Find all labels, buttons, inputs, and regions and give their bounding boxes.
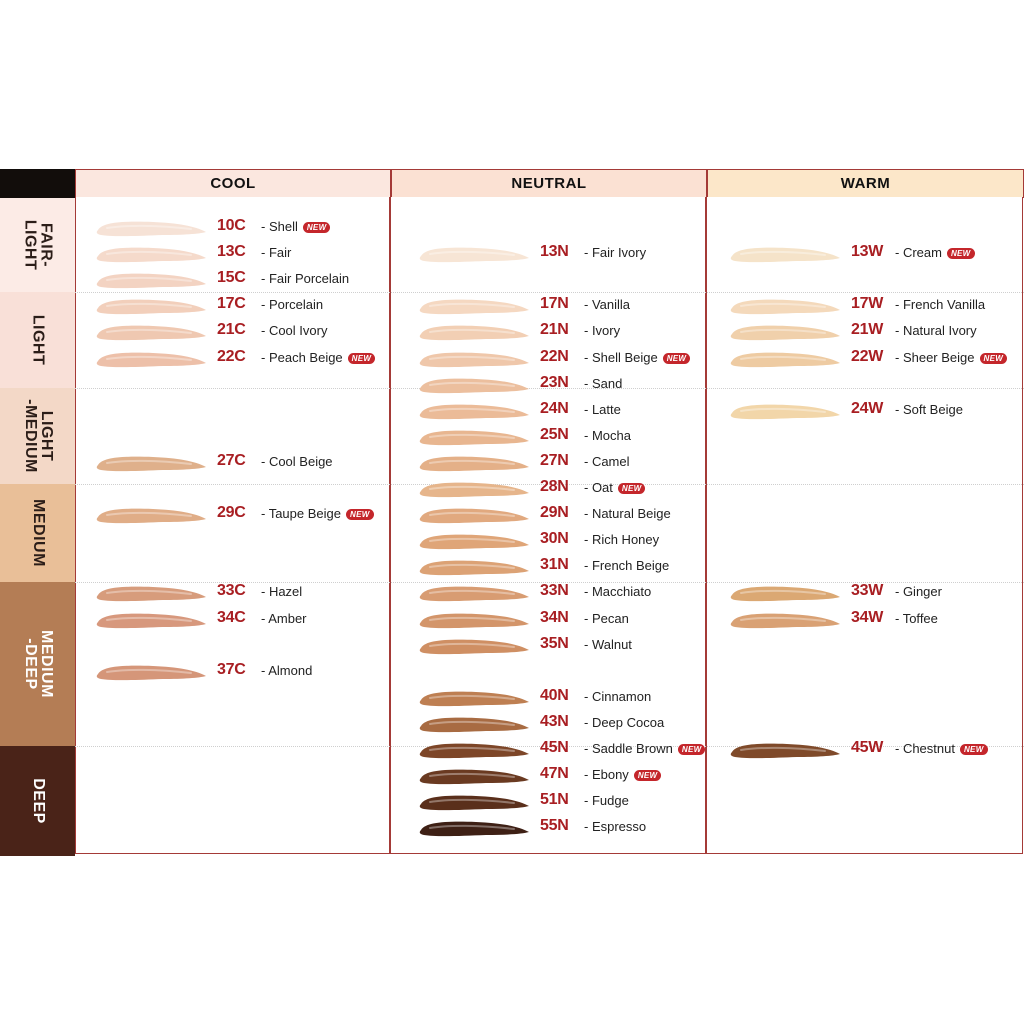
shade-entry	[418, 346, 708, 372]
shade-name	[895, 297, 985, 312]
new-badge: NEW	[303, 222, 331, 233]
shade-entry	[418, 293, 708, 319]
shade-swatch	[418, 815, 533, 841]
shade-name-text: - Ginger	[895, 584, 942, 600]
tier-label: MEDIUM	[29, 499, 47, 567]
shade-name-text: - Natural Beige	[584, 506, 671, 522]
shade-entry	[418, 763, 708, 789]
new-badge: NEW	[678, 744, 706, 755]
shade-swatch	[418, 293, 533, 319]
shade-name-text: - Cream	[895, 245, 942, 261]
tier-label: FAIR- LIGHT	[21, 219, 55, 271]
shade-code: 55N	[540, 817, 569, 835]
shade-entry	[418, 319, 708, 345]
shade-name	[895, 402, 963, 417]
shade-entry	[418, 633, 708, 659]
shade-swatch	[418, 763, 533, 789]
new-badge: NEW	[634, 770, 662, 781]
shade-code: 35N	[540, 634, 569, 652]
shade-code: 51N	[540, 791, 569, 809]
shade-swatch	[418, 789, 533, 815]
shade-code: 45W	[851, 739, 883, 756]
shade-name-text: - Saddle Brown	[584, 741, 673, 756]
shade-code: 33N	[540, 582, 569, 600]
shade-name	[895, 584, 942, 599]
tier-label: LIGHT	[29, 314, 47, 366]
new-badge: NEW	[663, 353, 691, 364]
shade-swatch	[418, 241, 533, 267]
shade-entry	[418, 476, 708, 502]
shade-code: 22N	[540, 347, 569, 365]
shade-swatch	[418, 476, 533, 502]
shade-name-text: - Fair Porcelain	[261, 271, 350, 287]
shade-swatch	[729, 346, 844, 372]
shade-name-text: - Camel	[584, 453, 630, 469]
shade-entry	[418, 398, 708, 424]
shade-entry	[729, 293, 1019, 319]
shade-code: 21C	[217, 321, 246, 339]
shade-name	[584, 741, 705, 756]
shade-code: 31N	[540, 556, 569, 574]
shade-code: 29N	[540, 504, 569, 522]
shade-entry	[95, 215, 385, 241]
shade-name-text: - Deep Cocoa	[584, 714, 665, 730]
shade-swatch	[729, 293, 844, 319]
shade-swatch	[418, 424, 533, 450]
shade-name	[584, 428, 631, 443]
shade-entry	[418, 685, 708, 711]
shade-chart	[0, 169, 1024, 857]
shade-swatch	[95, 580, 210, 606]
shade-name-text: - Shell	[261, 219, 298, 234]
shade-code: 34N	[540, 608, 569, 626]
shade-name	[261, 506, 374, 521]
shade-name-text: - Shell Beige	[584, 349, 658, 365]
shade-entry	[95, 502, 385, 528]
shade-name-text: - Sand	[584, 375, 623, 391]
shade-name-text: - Cinnamon	[584, 688, 652, 704]
shade-name	[584, 637, 632, 652]
shade-entry	[418, 372, 708, 398]
shade-name-text: - Espresso	[584, 819, 647, 835]
tier-medium-deep	[0, 582, 75, 746]
shade-swatch	[95, 215, 210, 241]
shade-name-text: - Latte	[584, 401, 621, 417]
shade-name-text: - Peach Beige	[261, 349, 343, 365]
shade-name	[261, 584, 302, 599]
shade-code: 22W	[851, 347, 883, 365]
shade-code: 24N	[540, 399, 569, 417]
column-header-neutral: NEUTRAL	[391, 169, 707, 198]
shade-code: 30N	[540, 530, 569, 548]
shade-name	[584, 297, 630, 312]
shade-code: 13W	[851, 243, 883, 261]
shade-entry	[95, 659, 385, 685]
shade-code: 15C	[217, 269, 246, 287]
shade-swatch	[95, 293, 210, 319]
shade-entry	[729, 346, 1019, 372]
shade-name-text: - Fudge	[584, 793, 629, 809]
shade-code: 40N	[540, 686, 569, 704]
shade-name	[584, 480, 645, 495]
shade-entry	[729, 607, 1019, 633]
shade-entry	[418, 607, 708, 633]
shade-swatch	[95, 241, 210, 267]
shade-entry	[418, 580, 708, 606]
shade-name	[584, 715, 664, 730]
shade-swatch	[729, 241, 844, 267]
shade-code: 28N	[540, 478, 569, 495]
column-header-warm: WARM	[707, 169, 1024, 198]
shade-name	[261, 271, 349, 286]
shade-entry	[729, 319, 1019, 345]
shade-name	[584, 689, 651, 704]
shade-swatch	[418, 372, 533, 398]
shade-entry	[95, 267, 385, 293]
shade-name	[261, 219, 330, 234]
shade-name	[584, 767, 661, 782]
shade-code: 47N	[540, 765, 569, 783]
shade-name-text: - Toffee	[895, 610, 938, 626]
shade-entry	[95, 607, 385, 633]
shade-name-text: - Oat	[584, 480, 613, 495]
shade-swatch	[95, 267, 210, 293]
shade-name	[895, 323, 977, 338]
new-badge: NEW	[346, 509, 374, 520]
tier-label: MEDIUM -DEEP	[21, 630, 55, 698]
shade-entry	[418, 815, 708, 841]
shade-code: 10C	[217, 217, 246, 234]
tier-light-medium	[0, 388, 75, 484]
shade-name	[261, 350, 375, 365]
shade-entry	[95, 241, 385, 267]
shade-name	[584, 532, 659, 547]
shade-code: 27N	[540, 451, 569, 469]
shade-name	[895, 350, 1007, 365]
shade-entry	[418, 424, 708, 450]
shade-swatch	[729, 398, 844, 424]
shade-code: 17N	[540, 295, 569, 313]
shade-name	[584, 793, 629, 808]
shade-code: 43N	[540, 712, 569, 730]
shade-entry	[418, 789, 708, 815]
shade-name	[261, 454, 333, 469]
shade-code: 25N	[540, 425, 569, 443]
shade-swatch	[729, 580, 844, 606]
tier-fair-light	[0, 198, 75, 292]
new-badge: NEW	[947, 248, 975, 259]
shade-swatch	[418, 398, 533, 424]
shade-name-text: - Almond	[261, 662, 313, 678]
shade-name-text: - Ebony	[584, 767, 629, 783]
shade-name-text: - Soft Beige	[895, 401, 963, 417]
shade-name-text: - Walnut	[584, 636, 632, 652]
shade-entry	[95, 450, 385, 476]
shade-code: 37C	[217, 660, 246, 678]
tier-light	[0, 292, 75, 388]
shade-name-text: - Cool Beige	[261, 453, 333, 469]
shade-name-text: - Macchiato	[584, 584, 652, 600]
shade-name	[584, 506, 671, 521]
shade-swatch	[95, 319, 210, 345]
shade-name	[584, 245, 646, 260]
shade-code: 17W	[851, 295, 883, 313]
shade-name-text: - Mocha	[584, 427, 631, 443]
shade-name-text: - Taupe Beige	[261, 506, 341, 522]
tier-label: DEEP	[29, 778, 47, 824]
shade-swatch	[418, 528, 533, 554]
shade-entry	[418, 528, 708, 554]
shade-name-text: - Porcelain	[261, 297, 324, 313]
shade-name	[584, 584, 651, 599]
shade-swatch	[729, 319, 844, 345]
shade-swatch	[95, 607, 210, 633]
shade-swatch	[418, 711, 533, 737]
shade-code: 34C	[217, 608, 246, 626]
shade-swatch	[729, 737, 844, 763]
shade-name	[261, 297, 323, 312]
column-header-cool: COOL	[75, 169, 391, 198]
shade-entry	[418, 554, 708, 580]
shade-code: 29C	[217, 504, 246, 522]
shade-name-text: - Amber	[261, 610, 307, 626]
new-badge: NEW	[348, 353, 376, 364]
shade-name-text: - Pecan	[584, 610, 629, 626]
shade-name-text: - Hazel	[261, 584, 303, 600]
shade-swatch	[418, 580, 533, 606]
shade-code: 13C	[217, 243, 246, 261]
shade-code: 34W	[851, 608, 883, 626]
shade-swatch	[418, 502, 533, 528]
shade-name	[584, 350, 690, 365]
shade-swatch	[95, 450, 210, 476]
shade-swatch	[418, 554, 533, 580]
shade-name	[584, 611, 629, 626]
corner-block	[0, 169, 75, 198]
new-badge: NEW	[618, 483, 646, 494]
shade-code: 21W	[851, 321, 883, 339]
tier-label: LIGHT -MEDIUM	[21, 399, 55, 473]
shade-entry	[418, 241, 708, 267]
shade-name	[584, 819, 646, 834]
tier-medium	[0, 484, 75, 582]
shade-name	[895, 611, 938, 626]
shade-name	[584, 323, 620, 338]
shade-entry	[729, 241, 1019, 267]
shade-name-text: - French Vanilla	[895, 297, 986, 313]
shade-name	[261, 323, 327, 338]
shade-swatch	[95, 346, 210, 372]
shade-code: 23N	[540, 373, 569, 391]
shade-name-text: - Cool Ivory	[261, 323, 328, 339]
shade-code: 33C	[217, 582, 246, 600]
shade-code: 27C	[217, 451, 246, 469]
shade-code: 22C	[217, 347, 246, 365]
shade-swatch	[418, 685, 533, 711]
shade-name-text: - Fair Ivory	[584, 245, 647, 261]
shade-entry	[418, 737, 708, 763]
shade-entry	[418, 502, 708, 528]
shade-name-text: - French Beige	[584, 558, 670, 574]
shade-name	[584, 558, 669, 573]
shade-entry	[418, 711, 708, 737]
shade-code: 45N	[540, 739, 569, 756]
shade-name-text: - Chestnut	[895, 741, 955, 756]
shade-name	[261, 663, 312, 678]
shade-swatch	[418, 319, 533, 345]
shade-name-text: - Natural Ivory	[895, 323, 977, 339]
shade-name	[584, 376, 622, 391]
shade-swatch	[418, 346, 533, 372]
shade-entry	[95, 293, 385, 319]
shade-swatch	[418, 607, 533, 633]
shade-swatch	[418, 737, 533, 763]
shade-name	[584, 402, 621, 417]
shade-name-text: - Fair	[261, 245, 292, 261]
tier-deep	[0, 746, 75, 856]
shade-entry	[95, 346, 385, 372]
shade-swatch	[729, 607, 844, 633]
shade-entry	[729, 398, 1019, 424]
shade-name-text: - Rich Honey	[584, 532, 660, 548]
shade-name	[261, 611, 307, 626]
shade-entry	[729, 580, 1019, 606]
shade-swatch	[418, 633, 533, 659]
shade-name	[895, 245, 975, 260]
shade-entry	[418, 450, 708, 476]
shade-code: 24W	[851, 399, 883, 417]
shade-name-text: - Sheer Beige	[895, 349, 975, 365]
shade-code: 33W	[851, 582, 883, 600]
shade-name	[895, 741, 988, 756]
shade-entry	[95, 580, 385, 606]
shade-name-text: - Vanilla	[584, 297, 631, 313]
shade-entry	[729, 737, 1019, 763]
shade-swatch	[95, 502, 210, 528]
new-badge: NEW	[980, 353, 1008, 364]
shade-code: 21N	[540, 321, 569, 339]
shade-swatch	[95, 659, 210, 685]
shade-code: 17C	[217, 295, 246, 313]
shade-code: 13N	[540, 243, 569, 261]
shade-entry	[95, 319, 385, 345]
shade-name	[261, 245, 291, 260]
shade-name	[584, 454, 630, 469]
new-badge: NEW	[960, 744, 988, 755]
shade-swatch	[418, 450, 533, 476]
shade-name-text: - Ivory	[584, 323, 621, 339]
